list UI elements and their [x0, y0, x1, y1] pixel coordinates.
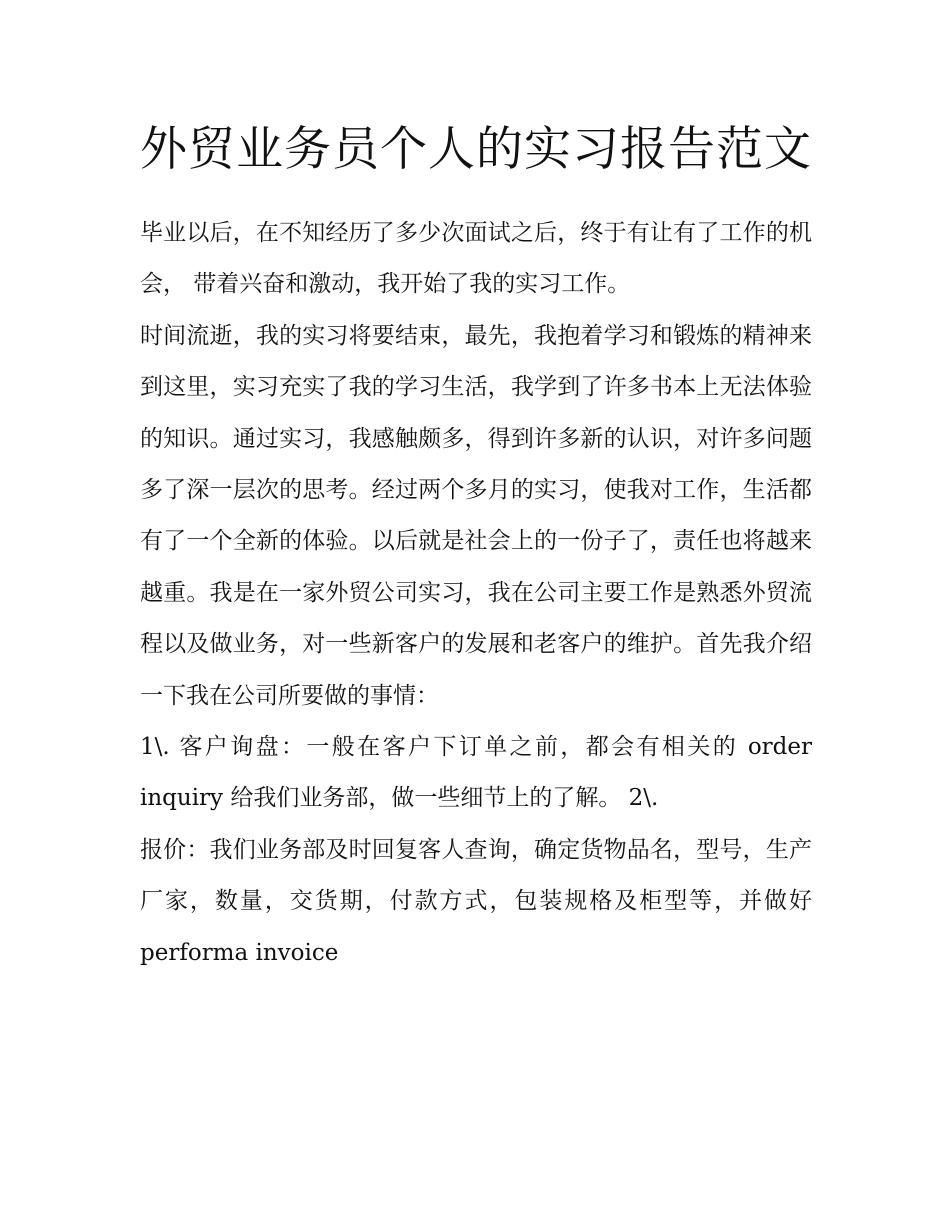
document-body — [140, 112, 812, 979]
paragraph-inquiry: 1\. 客户询盘：一般在客户下订单之前，都会有相关的 order inquiry 给我们业务部，做一些细节上的了解。 2\. — [140, 734, 812, 812]
paragraph-intro: 毕业以后，在不知经历了多少次面试之后，终于有让有了工作的机会， 带着兴奋和激动，我开始了我的实习工作。 — [140, 220, 812, 298]
paragraph-experience: 时间流逝，我的实习将要结束，最先，我抱着学习和锻炼的精神来到这里，实习充实了我的学习生活，我学到了许多书本上无法体验的知识。通过实习，我感触颇多，得到许多新的认识，对许多问题多了深一层次的思考。经过两个多月的实习，使我对工作，生活都有了一个全新的体验。以后就是社会上的一份子了，责任也将越来越重。我是在一家外贸公司实习，我在公司主要工作是熟悉外贸流程以及做业务，对一些新客户的发展和老客户的维护。首先我介绍一下我在公司所要做的事情： — [140, 322, 812, 709]
paragraph-quotation: 报价：我们业务部及时回复客人查询，确定货物品名，型号，生产厂家，数量，交货期，付款方式，包装规格及柜型等，并做好 performa invoice — [140, 836, 812, 966]
document-title: 外贸业务员个人的实习报告范文 — [140, 122, 812, 177]
